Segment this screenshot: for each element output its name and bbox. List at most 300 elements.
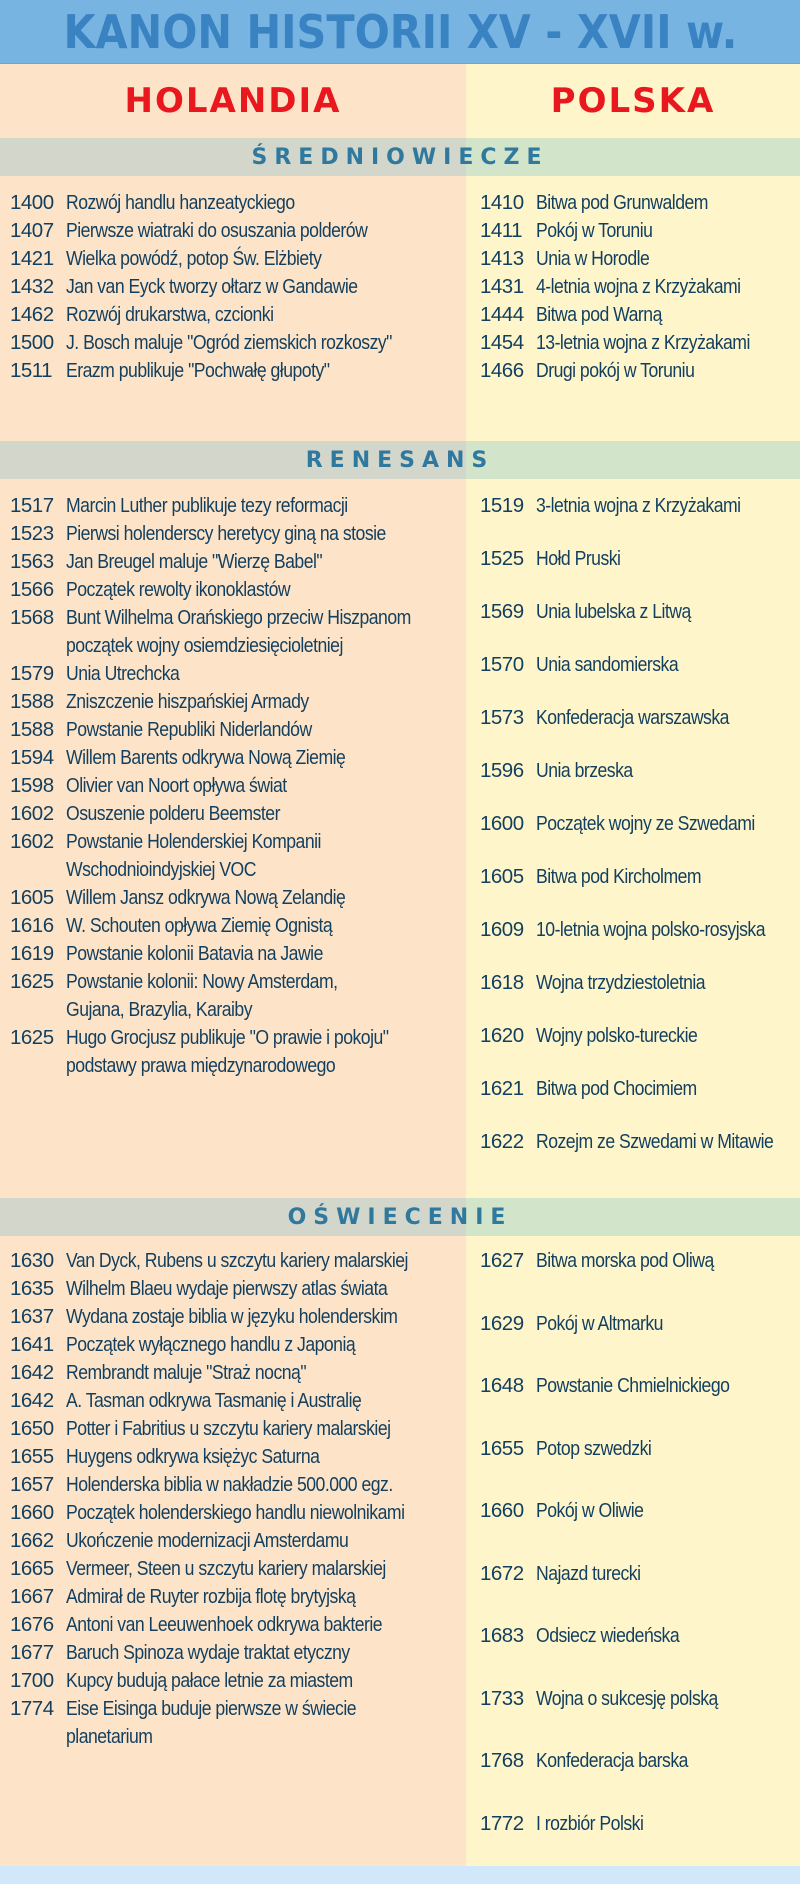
entry-year: 1570 <box>480 653 524 676</box>
entry-description <box>66 329 466 357</box>
entry-year: 1768 <box>480 1749 524 1772</box>
entry-year: 1657 <box>10 1473 54 1496</box>
entry-line: Huygens odkrywa księżyc Saturna <box>66 1445 320 1468</box>
holandia-list-sredniowiecze <box>10 189 466 385</box>
entry-line: Wielka powódź, potop Św. Elżbiety <box>66 247 322 270</box>
entry-description <box>66 1555 466 1583</box>
entry-year: 1500 <box>10 331 54 354</box>
entry-year: 1629 <box>480 1311 524 1335</box>
timeline-entry <box>10 1499 466 1527</box>
entry-line: Pokój w Oliwie <box>536 1499 644 1522</box>
timeline-entry <box>10 1247 466 1275</box>
entry-description <box>66 1667 466 1695</box>
entry-year: 1573 <box>480 706 524 729</box>
entry-line: 10-letnia wojna polsko-rosyjska <box>536 918 765 941</box>
entry-description <box>66 1247 466 1275</box>
entry-line: Wojny polsko-tureckie <box>536 1024 698 1047</box>
entry-description <box>536 757 798 785</box>
entry-line: Rozwój drukarstwa, czcionki <box>66 303 274 326</box>
timeline-entry <box>480 1810 798 1838</box>
entry-line: Olivier van Noort opływa świat <box>66 774 287 797</box>
timeline-entry <box>480 1247 798 1275</box>
entry-line: Konfederacja barska <box>536 1749 688 1772</box>
entry-year: 1642 <box>10 1389 54 1412</box>
entry-year: 1667 <box>10 1585 54 1608</box>
entry-line: Hugo Grocjusz publikuje "O prawie i pokoju" <box>66 1026 389 1049</box>
entry-year: 1605 <box>10 886 54 909</box>
polska-list-renesans <box>480 492 798 1156</box>
entry-line: 4-letnia wojna z Krzyżakami <box>536 275 741 298</box>
entry-description <box>66 744 466 772</box>
entry-line: Pierwsze wiatraki do osuszania polderów <box>66 219 368 242</box>
entry-description <box>66 660 466 688</box>
entry-line: planetarium <box>66 1725 153 1748</box>
entry-description <box>536 217 798 245</box>
timeline-entry <box>10 520 466 548</box>
entry-description <box>536 598 798 626</box>
entry-description <box>66 1275 466 1303</box>
band-right-bg <box>466 441 800 479</box>
band-right-bg <box>466 1198 800 1236</box>
timeline-entry <box>480 810 798 838</box>
entry-year: 1594 <box>10 746 54 769</box>
entry-description <box>536 273 798 301</box>
timeline-entry <box>10 1611 466 1639</box>
entry-year: 1431 <box>480 275 524 298</box>
entry-year: 1648 <box>480 1374 524 1397</box>
timeline-entry <box>480 757 798 785</box>
timeline-entry <box>480 1622 798 1650</box>
entry-line: Jan van Eyck tworzy ołtarz w Gandawie <box>66 275 358 298</box>
entry-description <box>536 1310 798 1338</box>
timeline-entry <box>10 604 466 660</box>
entry-line: 13-letnia wojna z Krzyżakami <box>536 331 750 354</box>
timeline-entry <box>480 329 798 357</box>
timeline-entry <box>10 1583 466 1611</box>
entry-year: 1655 <box>480 1436 524 1460</box>
timeline-entry <box>10 716 466 744</box>
timeline-entry <box>480 1435 798 1463</box>
entry-year: 1588 <box>10 718 54 741</box>
timeline-entry <box>10 1387 466 1415</box>
entry-line: Zniszczenie hiszpańskiej Armady <box>66 690 309 713</box>
entry-year: 1411 <box>480 219 523 242</box>
section-band-oswiecenie <box>0 1198 800 1236</box>
entry-year: 1579 <box>10 662 54 685</box>
entry-year: 1511 <box>10 359 53 382</box>
timeline-entry <box>480 301 798 329</box>
entry-description <box>66 576 466 604</box>
entry-description <box>66 772 466 800</box>
entry-description <box>66 1611 466 1639</box>
entry-description <box>66 273 466 301</box>
timeline-entry <box>480 651 798 679</box>
entry-description <box>536 810 798 838</box>
entry-year: 1660 <box>480 1499 524 1522</box>
entry-year: 1519 <box>480 494 524 517</box>
timeline-entry <box>480 1372 798 1400</box>
entry-line: Potop szwedzki <box>536 1436 652 1460</box>
entry-year: 1454 <box>480 331 524 354</box>
timeline-entry <box>480 1560 798 1588</box>
section-title: ŚREDNIOWIECZE <box>251 144 549 170</box>
entry-description <box>536 492 798 520</box>
entry-year: 1637 <box>10 1305 54 1328</box>
entry-description <box>66 884 466 912</box>
entry-year: 1642 <box>10 1361 54 1384</box>
timeline-entry <box>10 273 466 301</box>
entry-year: 1621 <box>480 1077 524 1100</box>
entry-year: 1772 <box>480 1811 524 1835</box>
entry-line: Ukończenie modernizacji Amsterdamu <box>66 1529 349 1552</box>
entry-line: Unia sandomierska <box>536 653 679 676</box>
entry-line: Willem Barents odkrywa Nową Ziemię <box>66 746 346 769</box>
timeline-entry <box>10 1331 466 1359</box>
entry-year: 1619 <box>10 942 54 965</box>
entry-line: Początek rewolty ikonoklastów <box>66 578 291 601</box>
entry-line: Bunt Wilhelma Orańskiego przeciw Hiszpanom <box>66 606 411 629</box>
entry-description <box>66 1024 466 1080</box>
entry-line: A. Tasman odkrywa Tasmanię i Australię <box>66 1389 362 1412</box>
timeline-entry <box>480 969 798 997</box>
timeline-entry <box>10 576 466 604</box>
entry-description <box>66 217 466 245</box>
timeline-entry <box>10 548 466 576</box>
entry-line: Drugi pokój w Toruniu <box>536 359 695 382</box>
entry-line: początek wojny osiemdziesięcioletniej <box>66 634 343 657</box>
timeline-entry <box>10 884 466 912</box>
entry-year: 1568 <box>10 606 54 629</box>
entry-year: 1598 <box>10 774 54 797</box>
entry-year: 1622 <box>480 1130 524 1153</box>
entry-description <box>536 1622 798 1650</box>
timeline-entry <box>10 1695 466 1751</box>
entry-description <box>536 1372 798 1400</box>
entry-line: Potter i Fabritius u szczytu kariery malarskiej <box>66 1417 391 1440</box>
entry-year: 1630 <box>10 1249 54 1272</box>
entry-line: Kupcy budują pałace letnie za miastem <box>66 1669 353 1692</box>
entry-description <box>536 1747 798 1775</box>
entry-line: Rembrandt maluje "Straż nocną" <box>66 1361 307 1384</box>
entry-line: Powstanie Holenderskiej Kompanii <box>66 830 321 853</box>
section-title: OŚWIECENIE <box>287 1204 513 1230</box>
entry-description <box>66 520 466 548</box>
entry-description <box>536 1560 798 1588</box>
entry-year: 1410 <box>480 191 524 214</box>
entry-year: 1650 <box>10 1417 54 1440</box>
entry-description <box>66 940 466 968</box>
timeline-entry <box>10 660 466 688</box>
timeline-entry <box>10 744 466 772</box>
entry-line: Van Dyck, Rubens u szczytu kariery malarskiej <box>66 1249 408 1272</box>
entry-year: 1700 <box>10 1669 54 1692</box>
entry-line: Początek wojny ze Szwedami <box>536 812 755 835</box>
entry-line: Wojna trzydziestoletnia <box>536 971 706 994</box>
title-bar <box>0 0 800 64</box>
entry-description <box>66 716 466 744</box>
timeline-entry <box>480 245 798 273</box>
entry-line: I rozbiór Polski <box>536 1811 644 1835</box>
timeline-entry <box>10 189 466 217</box>
entry-year: 1618 <box>480 971 524 994</box>
entry-description <box>536 245 798 273</box>
timeline-entry <box>10 1555 466 1583</box>
holandia-header <box>0 64 466 138</box>
timeline-entry <box>480 357 798 385</box>
timeline-entry <box>10 357 466 385</box>
entry-line: Bitwa morska pod Oliwą <box>536 1249 714 1272</box>
entry-year: 1525 <box>480 547 524 570</box>
entry-description <box>66 1415 466 1443</box>
entry-description <box>66 357 466 385</box>
holandia-list-renesans <box>10 492 466 1080</box>
entry-description <box>536 1128 800 1156</box>
entry-description <box>536 1810 798 1838</box>
entry-year: 1462 <box>10 303 54 326</box>
entry-year: 1466 <box>480 359 524 382</box>
timeline-entry <box>10 1667 466 1695</box>
entry-line: Admirał de Ruyter rozbija flotę brytyjską <box>66 1585 356 1608</box>
timeline-entry <box>10 800 466 828</box>
entry-description <box>66 189 466 217</box>
timeline-entry <box>10 329 466 357</box>
entry-line: Eise Eisinga buduje pierwsze w świecie <box>66 1697 357 1720</box>
entry-line: Bitwa pod Kircholmem <box>536 865 702 888</box>
entry-description <box>66 301 466 329</box>
entry-year: 1635 <box>10 1277 54 1300</box>
entry-description <box>536 301 798 329</box>
entry-description <box>66 548 466 576</box>
timeline-entry <box>10 688 466 716</box>
timeline-entry <box>10 1303 466 1331</box>
section-title: RENESANS <box>305 447 495 473</box>
entry-description <box>536 189 798 217</box>
entry-year: 1602 <box>10 802 54 825</box>
entry-line: Odsiecz wiedeńska <box>536 1624 680 1647</box>
entry-line: Erazm publikuje "Pochwałę głupoty" <box>66 359 330 382</box>
entry-line: Bitwa pod Warną <box>536 303 662 326</box>
entry-description <box>66 1527 466 1555</box>
holandia-list-oswiecenie <box>10 1247 466 1751</box>
entry-description <box>66 800 466 828</box>
entry-year: 1432 <box>10 275 54 298</box>
timeline-entry <box>480 598 798 626</box>
timeline-entry <box>10 1443 466 1471</box>
entry-line: Unia brzeska <box>536 759 633 782</box>
timeline-entry <box>480 492 798 520</box>
entry-description <box>536 916 800 944</box>
entry-description <box>66 1303 466 1331</box>
entry-year: 1620 <box>480 1024 524 1047</box>
entry-description <box>66 968 466 1024</box>
entry-year: 1774 <box>10 1697 54 1720</box>
timeline-entry <box>10 828 466 884</box>
entry-year: 1600 <box>480 812 524 835</box>
entry-line: Unia Utrechcka <box>66 662 180 685</box>
entry-description <box>66 912 466 940</box>
timeline-entry <box>480 704 798 732</box>
entry-year: 1676 <box>10 1613 54 1636</box>
timeline-entry <box>10 1359 466 1387</box>
entry-line: Hołd Pruski <box>536 547 621 570</box>
entry-line: Rozejm ze Szwedami w Mitawie <box>536 1130 774 1153</box>
entry-line: Powstanie Republiki Niderlandów <box>66 718 312 741</box>
entry-year: 1413 <box>480 247 524 270</box>
entry-year: 1517 <box>10 494 54 517</box>
timeline-entry <box>480 273 798 301</box>
timeline-entry <box>480 863 798 891</box>
entry-line: Wydana zostaje biblia w języku holenderskim <box>66 1305 398 1328</box>
entry-line: Wschodnioindyjskiej VOC <box>66 858 256 881</box>
entry-year: 1616 <box>10 914 54 937</box>
entry-year: 1625 <box>10 1026 54 1049</box>
entry-line: Osuszenie polderu Beemster <box>66 802 280 825</box>
timeline-entry <box>10 245 466 273</box>
entry-year: 1400 <box>10 191 54 214</box>
entry-year: 1683 <box>480 1624 524 1647</box>
entry-description <box>536 545 798 573</box>
timeline-entry <box>480 1685 798 1713</box>
entry-year: 1566 <box>10 578 54 601</box>
entry-description <box>536 1685 798 1713</box>
entry-line: podstawy prawa międzynarodowego <box>66 1054 336 1077</box>
entry-description <box>66 1639 466 1667</box>
entry-line: 3-letnia wojna z Krzyżakami <box>536 494 741 517</box>
entry-description <box>66 492 466 520</box>
entry-year: 1444 <box>480 303 524 326</box>
entry-year: 1641 <box>10 1333 54 1356</box>
entry-line: Gujana, Brazylia, Karaiby <box>66 998 253 1021</box>
entry-description <box>66 1443 466 1471</box>
entry-year: 1407 <box>10 219 54 242</box>
entry-line: Początek holenderskiego handlu niewolnikami <box>66 1501 405 1524</box>
timeline-entry <box>480 1075 798 1103</box>
timeline-entry <box>10 940 466 968</box>
holandia-heading: HOLANDIA <box>124 81 342 121</box>
entry-description <box>66 1359 466 1387</box>
polska-heading: POLSKA <box>550 81 716 121</box>
page-title: KANON HISTORII XV - XVII w. <box>63 4 737 59</box>
entry-description <box>66 1471 466 1499</box>
entry-description <box>536 704 798 732</box>
timeline-entry <box>480 1747 798 1775</box>
entry-year: 1627 <box>480 1249 524 1272</box>
entry-line: Pierwsi holenderscy heretycy giną na stosie <box>66 522 386 545</box>
entry-line: Bitwa pod Chocimiem <box>536 1077 697 1100</box>
entry-year: 1672 <box>480 1561 524 1585</box>
timeline-entry <box>10 492 466 520</box>
entry-description <box>536 969 798 997</box>
entry-description <box>536 1247 798 1275</box>
section-band-sredniowiecze <box>0 138 800 176</box>
entry-year: 1677 <box>10 1641 54 1664</box>
entry-line: Bitwa pod Grunwaldem <box>536 191 708 214</box>
entry-line: Rozwój handlu hanzeatyckiego <box>66 191 295 214</box>
timeline-entry <box>480 545 798 573</box>
timeline-entry <box>480 916 798 944</box>
timeline-entry <box>480 189 798 217</box>
entry-line: Pokój w Toruniu <box>536 219 653 242</box>
entry-description <box>536 1435 798 1463</box>
entry-year: 1588 <box>10 690 54 713</box>
timeline-entry <box>480 1310 798 1338</box>
timeline-entry <box>10 301 466 329</box>
entry-description <box>536 863 798 891</box>
entry-line: Wilhelm Blaeu wydaje pierwszy atlas świata <box>66 1277 388 1300</box>
timeline-entry <box>10 1024 466 1080</box>
entry-year: 1569 <box>480 600 524 623</box>
entry-year: 1660 <box>10 1501 54 1524</box>
timeline-entry <box>10 1471 466 1499</box>
entry-description <box>536 329 798 357</box>
polska-list-sredniowiecze <box>480 189 798 385</box>
entry-description <box>536 1497 798 1525</box>
entry-line: Holenderska biblia w nakładzie 500.000 egz. <box>66 1473 393 1496</box>
entry-year: 1625 <box>10 970 54 993</box>
entry-description <box>66 688 466 716</box>
entry-line: Unia w Horodle <box>536 247 650 270</box>
timeline-entry <box>10 912 466 940</box>
timeline-entry <box>10 1639 466 1667</box>
entry-description <box>66 1387 466 1415</box>
entry-line: W. Schouten opływa Ziemię Ognistą <box>66 914 333 937</box>
polska-header <box>466 64 800 138</box>
timeline-entry <box>10 772 466 800</box>
entry-line: Wojna o sukcesję polską <box>536 1686 718 1710</box>
entry-line: Antoni van Leeuwenhoek odkrywa bakterie <box>66 1613 383 1636</box>
entry-line: Konfederacja warszawska <box>536 706 729 729</box>
timeline-entry <box>10 217 466 245</box>
entry-year: 1609 <box>480 918 524 941</box>
entry-description <box>66 1499 466 1527</box>
entry-year: 1523 <box>10 522 54 545</box>
entry-description <box>66 1695 466 1751</box>
timeline-entry <box>10 968 466 1024</box>
entry-line: Powstanie kolonii Batavia na Jawie <box>66 942 323 965</box>
entry-description <box>536 1075 798 1103</box>
entry-year: 1421 <box>10 247 54 270</box>
timeline-entry <box>480 1497 798 1525</box>
entry-year: 1605 <box>480 865 524 888</box>
timeline-entry <box>10 1527 466 1555</box>
entry-year: 1662 <box>10 1529 54 1552</box>
timeline-entry <box>480 1128 798 1156</box>
entry-description <box>66 245 466 273</box>
entry-line: Jan Breugel maluje "Wierzę Babel" <box>66 550 323 573</box>
entry-description <box>536 1022 798 1050</box>
entry-line: Willem Jansz odkrywa Nową Zelandię <box>66 886 346 909</box>
entry-line: Początek wyłącznego handlu z Japonią <box>66 1333 356 1356</box>
entry-year: 1596 <box>480 759 524 782</box>
section-band-renesans <box>0 441 800 479</box>
entry-year: 1563 <box>10 550 54 573</box>
entry-line: Powstanie Chmielnickiego <box>536 1374 730 1397</box>
entry-line: Powstanie kolonii: Nowy Amsterdam, <box>66 970 338 993</box>
entry-description <box>536 651 798 679</box>
entry-year: 1602 <box>10 830 54 853</box>
entry-description <box>66 1331 466 1359</box>
entry-description <box>66 604 467 660</box>
entry-description <box>66 828 466 884</box>
entry-year: 1733 <box>480 1686 524 1710</box>
entry-line: Baruch Spinoza wydaje traktat etyczny <box>66 1641 350 1664</box>
entry-line: Vermeer, Steen u szczytu kariery malarskiej <box>66 1557 386 1580</box>
timeline-entry <box>10 1275 466 1303</box>
entry-line: Unia lubelska z Litwą <box>536 600 691 623</box>
entry-year: 1655 <box>10 1445 54 1468</box>
entry-year: 1665 <box>10 1557 54 1580</box>
entry-line: Marcin Luther publikuje tezy reformacji <box>66 494 348 517</box>
